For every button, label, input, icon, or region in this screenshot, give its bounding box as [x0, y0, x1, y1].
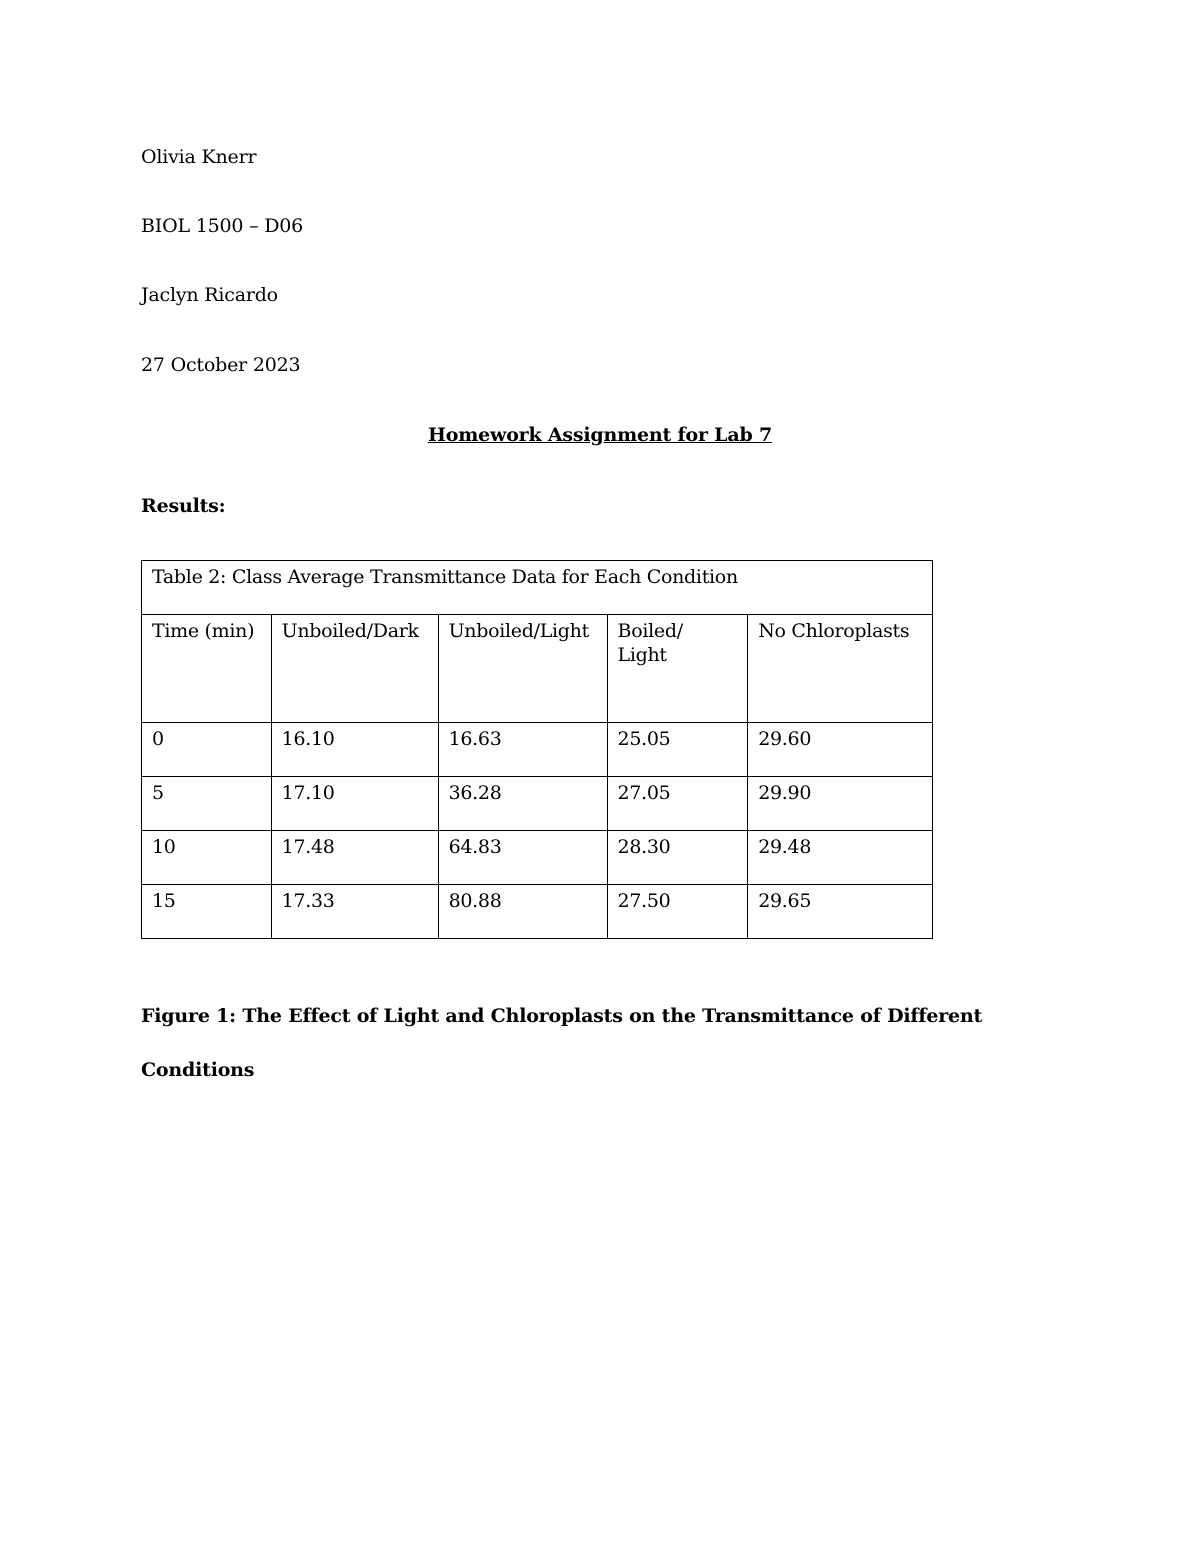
table-row — [142, 777, 933, 831]
results-heading: Results: — [141, 495, 226, 517]
transmittance-table — [141, 560, 933, 939]
table-cell: 29.90 — [748, 777, 933, 831]
table-header-row — [142, 615, 933, 723]
table-caption-row — [142, 561, 933, 615]
table-cell: 5 — [142, 777, 272, 831]
table-cell: 10 — [142, 831, 272, 885]
column-header-boiled-line1: Boiled/ — [617, 620, 683, 642]
table-cell: 80.88 — [438, 885, 607, 939]
table-cell: 27.05 — [607, 777, 748, 831]
column-header-unboiled-dark: Unboiled/Dark — [271, 615, 438, 723]
column-header-boiled-light — [607, 615, 748, 723]
table-row — [142, 885, 933, 939]
column-header-no-chloroplasts: No Chloroplasts — [748, 615, 933, 723]
table-cell: 16.63 — [438, 723, 607, 777]
column-header-unboiled-light: Unboiled/Light — [438, 615, 607, 723]
table-cell: 17.33 — [271, 885, 438, 939]
document-date: 27 October 2023 — [141, 354, 301, 376]
table-row — [142, 831, 933, 885]
table-cell: 29.65 — [748, 885, 933, 939]
student-name: Olivia Knerr — [141, 146, 257, 168]
table-cell: 29.48 — [748, 831, 933, 885]
table-cell: 17.10 — [271, 777, 438, 831]
table-cell: 15 — [142, 885, 272, 939]
document-title: Homework Assignment for Lab 7 — [428, 424, 772, 446]
table-caption: Table 2: Class Average Transmittance Data for Each Condition — [142, 561, 933, 615]
table-cell: 16.10 — [271, 723, 438, 777]
table-cell: 29.60 — [748, 723, 933, 777]
table-cell: 17.48 — [271, 831, 438, 885]
table-cell: 25.05 — [607, 723, 748, 777]
table-cell: 36.28 — [438, 777, 607, 831]
column-header-time: Time (min) — [142, 615, 272, 723]
table-cell: 28.30 — [607, 831, 748, 885]
figure-caption-line1: Figure 1: The Effect of Light and Chloroplasts on the Transmittance of Different — [141, 1005, 983, 1027]
table-cell: 0 — [142, 723, 272, 777]
instructor-name: Jaclyn Ricardo — [141, 284, 278, 306]
table-cell: 64.83 — [438, 831, 607, 885]
table-row — [142, 723, 933, 777]
table-cell: 27.50 — [607, 885, 748, 939]
course-code: BIOL 1500 – D06 — [141, 215, 304, 237]
column-header-boiled-line2: Light — [617, 644, 667, 666]
figure-caption-line2: Conditions — [141, 1059, 255, 1081]
